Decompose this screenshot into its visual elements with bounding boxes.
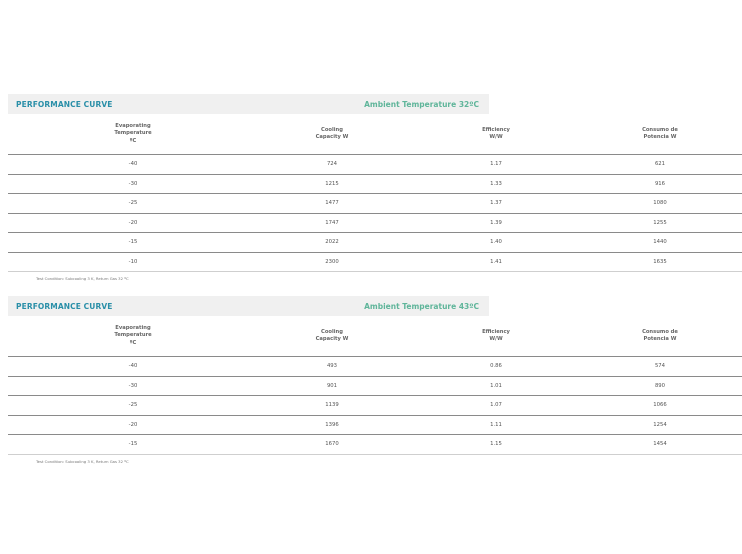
cell-cooling-capacity: 1477 — [250, 194, 414, 214]
header-efficiency: Efficiency W/W — [414, 316, 578, 357]
table-header-row — [8, 316, 742, 357]
cell-cooling-capacity: 493 — [250, 357, 414, 377]
header-cooling-capacity: Cooling Capacity W — [250, 316, 414, 357]
test-condition-note: Test Condition: Subcooling 3 K, Return Gas 32 ºC — [36, 458, 129, 464]
cell-evaporating-temp: -25 — [16, 396, 250, 416]
table-row — [8, 435, 742, 455]
cell-efficiency: 1.01 — [414, 376, 578, 396]
cell-cooling-capacity: 1215 — [250, 174, 414, 194]
cell-efficiency: 0.86 — [414, 357, 578, 377]
cell-cooling-capacity: 1747 — [250, 213, 414, 233]
table-row — [8, 174, 742, 194]
cell-evaporating-temp: -25 — [16, 194, 250, 214]
cell-efficiency: 1.07 — [414, 396, 578, 416]
cell-evaporating-temp: -40 — [16, 357, 250, 377]
cell-efficiency: 1.17 — [414, 155, 578, 175]
cell-efficiency: 1.33 — [414, 174, 578, 194]
section-header-bar — [8, 296, 489, 316]
cell-evaporating-temp: -30 — [16, 376, 250, 396]
cell-evaporating-temp: -15 — [16, 233, 250, 253]
performance-table — [8, 316, 742, 455]
performance-section-32c — [8, 94, 678, 281]
header-evaporating-temperature: Evaporating Temperature ºC — [16, 316, 250, 357]
cell-evaporating-temp: -15 — [16, 435, 250, 455]
cell-power-consumption: 1635 — [578, 252, 742, 272]
section-title: PERFORMANCE CURVE — [16, 99, 113, 109]
cell-efficiency: 1.11 — [414, 415, 578, 435]
cell-power-consumption: 574 — [578, 357, 742, 377]
cell-cooling-capacity: 1139 — [250, 396, 414, 416]
section-header-bar — [8, 94, 489, 114]
cell-cooling-capacity: 2300 — [250, 252, 414, 272]
header-efficiency: Efficiency W/W — [414, 114, 578, 155]
cell-power-consumption: 1066 — [578, 396, 742, 416]
cell-evaporating-temp: -20 — [16, 213, 250, 233]
cell-efficiency: 1.37 — [414, 194, 578, 214]
cell-power-consumption: 1454 — [578, 435, 742, 455]
cell-cooling-capacity: 1396 — [250, 415, 414, 435]
section-title: PERFORMANCE CURVE — [16, 301, 113, 311]
table-row — [8, 155, 742, 175]
performance-section-43c — [8, 296, 678, 464]
table-row — [8, 415, 742, 435]
cell-efficiency: 1.41 — [414, 252, 578, 272]
table-row — [8, 396, 742, 416]
table-row — [8, 252, 742, 272]
cell-cooling-capacity: 724 — [250, 155, 414, 175]
header-cooling-capacity: Cooling Capacity W — [250, 114, 414, 155]
table-row — [8, 376, 742, 396]
ambient-temperature-label: Ambient Temperature 32ºC — [364, 99, 479, 109]
cell-power-consumption: 1440 — [578, 233, 742, 253]
header-power-consumption: Consumo de Potencia W — [578, 114, 742, 155]
table-header-row — [8, 114, 742, 155]
cell-cooling-capacity: 901 — [250, 376, 414, 396]
cell-evaporating-temp: -20 — [16, 415, 250, 435]
cell-power-consumption: 1255 — [578, 213, 742, 233]
cell-cooling-capacity: 1670 — [250, 435, 414, 455]
table-row — [8, 357, 742, 377]
cell-evaporating-temp: -30 — [16, 174, 250, 194]
cell-power-consumption: 890 — [578, 376, 742, 396]
cell-evaporating-temp: -10 — [16, 252, 250, 272]
table-row — [8, 194, 742, 214]
cell-efficiency: 1.15 — [414, 435, 578, 455]
cell-efficiency: 1.40 — [414, 233, 578, 253]
ambient-temperature-label: Ambient Temperature 43ºC — [364, 301, 479, 311]
cell-efficiency: 1.39 — [414, 213, 578, 233]
cell-cooling-capacity: 2022 — [250, 233, 414, 253]
table-row — [8, 233, 742, 253]
cell-power-consumption: 916 — [578, 174, 742, 194]
table-row — [8, 213, 742, 233]
performance-table — [8, 114, 742, 272]
header-power-consumption: Consumo de Potencia W — [578, 316, 742, 357]
cell-power-consumption: 1080 — [578, 194, 742, 214]
cell-power-consumption: 1254 — [578, 415, 742, 435]
cell-evaporating-temp: -40 — [16, 155, 250, 175]
cell-power-consumption: 621 — [578, 155, 742, 175]
test-condition-note: Test Condition: Subcooling 3 K, Return Gas 32 ºC — [36, 276, 129, 281]
header-evaporating-temperature: Evaporating Temperature ºC — [16, 114, 250, 155]
